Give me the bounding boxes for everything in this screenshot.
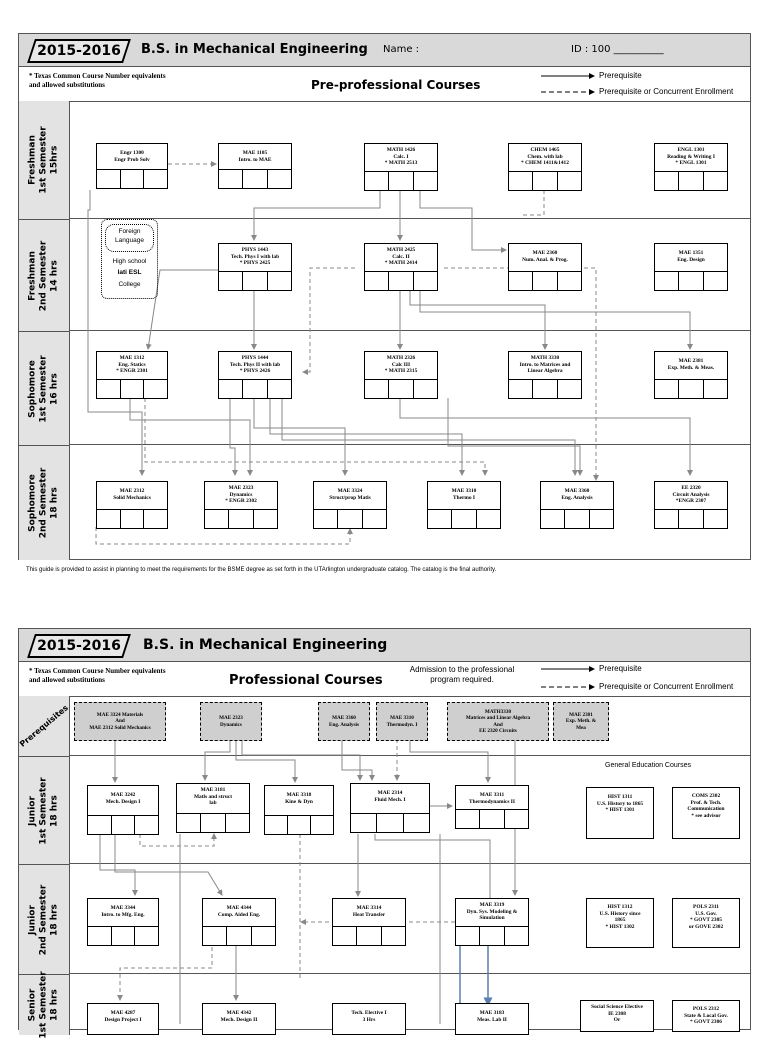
course-title: MATH 2425 Calc. II * MATH 2414 [384, 247, 418, 267]
course-mae-3319[interactable] [455, 898, 529, 946]
course-title: MAE 3344 Intro. to Mfg. Eng. [101, 905, 145, 918]
course-mae-4344[interactable] [202, 898, 276, 946]
name-label: Name : [383, 44, 420, 55]
course-title: EE 2320 Circuit Analysis *ENGR 2307 [672, 485, 710, 505]
id-label: ID : 100 __________ [571, 44, 664, 55]
course-title: MATH 1426 Calc. I * MATH 2513 [384, 147, 418, 167]
course-title: MAE 1312 Eng. Statics * ENGR 2301 [116, 355, 148, 375]
gened-pols-2312[interactable] [672, 1000, 740, 1032]
band-label: Junior 1st Semester 18 hrs [27, 777, 60, 845]
gened-coms-2302[interactable] [672, 787, 740, 839]
section-title: Pre-professional Courses [311, 78, 481, 92]
course-title: Tech. Elective I 3 Hrs [351, 1010, 387, 1023]
fl-line: College [118, 281, 141, 288]
course-mae-3181[interactable] [176, 783, 250, 833]
band-label: Prerequisites [18, 703, 70, 749]
general-education-label: General Education Courses [605, 762, 691, 769]
gened-text: HIST 1311 U.S. History to 1865 * HIST 1301 [596, 794, 644, 814]
course-title: MAE 3360 Eng. Analysis [561, 488, 593, 501]
gened-text: POLS 2312 State & Local Gov. * GOVT 2306 [684, 1006, 728, 1026]
grade-grid [351, 813, 429, 832]
grade-grid [203, 926, 275, 945]
prereq-math-3330-ee-2320: MATH3330 Matrices and Linear Algebra And EE 2320 Circuits [447, 702, 549, 741]
band-label: Freshman 1st Semester 15hrs [27, 126, 60, 194]
prereq-mae-3324-2312: MAE 3324 Materials And MAE 2312 Solid Mechanics [74, 702, 166, 741]
fl-line: Language [115, 237, 144, 244]
course-mae-4342[interactable] [202, 1003, 276, 1035]
grade-grid [88, 815, 158, 834]
prereq-mae-3310: MAE 3310 Thermodyn. I [376, 702, 428, 741]
grade-grid [88, 926, 158, 945]
course-title: MAE 4342 Mech. Design II [220, 1010, 258, 1023]
gened-text: HIST 1312 U.S. History since 1865 * HIST 1302 [599, 904, 641, 930]
course-title: MAE 3314 Heat Transfer [352, 905, 386, 918]
legend-concurrent-text: Prerequisite or Concurrent Enrollment [599, 682, 734, 691]
course-mae-4287[interactable] [87, 1003, 159, 1035]
gened-text: POLS 2311 U.S. Gov. * GOVT 2305 or GOVE 2302 [688, 904, 724, 930]
fl-line: lati ESL [117, 269, 142, 276]
grade-grid [265, 815, 333, 834]
course-title: MAE 3318 Kine & Dyn [285, 792, 313, 805]
course-title: PHYS 1443 Tech. Phys I with lab * PHYS 2425 [230, 247, 280, 267]
course-tech-elective-1[interactable] [332, 1003, 406, 1035]
disclaimer: This guide is provided to assist in planning to meet the requirements for the BSME degree as set forth in the UTArlington undergraduate catalog. The catalog is the final authority. [26, 567, 497, 573]
admission-note: Admission to the professional program required. [409, 665, 515, 684]
tccn-note: * Texas Common Course Number equivalents and allowed substitutions [29, 72, 166, 89]
band-label: Freshman 2nd Semester 14 hrs [27, 240, 60, 312]
gened-text: Social Science Elective IE 2308 Or [591, 1004, 643, 1024]
legend-concurrent-text: Prerequisite or Concurrent Enrollment [599, 87, 734, 96]
grade-grid [456, 926, 528, 945]
course-title: PHYS 1444 Tech. Phys II with lab * PHYS 2426 [229, 355, 281, 375]
course-title: MAE 3319 Dyn. Sys. Modeling & Simulation [466, 902, 518, 922]
course-title: MAE 3310 Thermo I [451, 488, 477, 501]
gened-pols-2311[interactable] [672, 898, 740, 948]
fl-line: Foreign [118, 228, 141, 235]
band-label: Sophomore 2nd Semester 18 hrs [27, 467, 60, 539]
course-title: MAE 3242 Mech. Design I [105, 792, 141, 805]
course-title: CHEM 1465 Chem. with lab * CHEM 1411&1412 [521, 147, 569, 167]
course-title: MAE 1351 Eng. Design [677, 250, 705, 263]
prereq-mae-2381: MAE 2381 Exp. Meth. & Mea [553, 702, 609, 741]
course-title: MAE 4344 Comp. Aided Eng. [217, 905, 261, 918]
course-title: MAE 2323 Dynamics * ENGR 2302 [225, 485, 257, 505]
course-title: MAE 2360 Num. Anal. & Prog. [522, 250, 568, 263]
prereq-mae-3360: MAE 3360 Eng. Analysis [318, 702, 370, 741]
course-mae-3311[interactable] [455, 785, 529, 829]
grade-grid [333, 926, 405, 945]
course-mae-3344[interactable] [87, 898, 159, 946]
gened-text: COMS 2302 Prof. & Tech. Communication * see advisor [687, 793, 725, 819]
course-title: MAE 2381 Exp. Meth. & Meas. [667, 358, 715, 371]
band-label: Sophomore 1st Semester 16 hrs [27, 355, 60, 423]
gened-hist-1312[interactable] [586, 898, 654, 948]
fl-line: High school [112, 258, 147, 265]
legend-prereq-text: Prerequisite [599, 71, 642, 80]
course-title: MAE 4287 Design Project I [104, 1010, 142, 1023]
course-title: MAE 2312 Solid Mechanics [113, 488, 151, 501]
course-title: MAE 1105 Intro. to MAE [238, 150, 272, 163]
section-title: Professional Courses [229, 673, 383, 688]
course-mae-3318[interactable] [264, 785, 334, 835]
course-mae-3314[interactable] [332, 898, 406, 946]
grade-grid [456, 809, 528, 828]
tccn-note: * Texas Common Course Number equivalents and allowed substitutions [29, 667, 166, 684]
band-label: Senior 1st Semester 18 hrs [27, 971, 60, 1039]
prereq-mae-2323: MAE 2323 Dynamics [200, 702, 262, 741]
course-title: MATH 3330 Intro. to Matrices and Linear Algebra [519, 355, 571, 375]
band-label: Junior 2nd Semester 18 hrs [27, 884, 60, 956]
course-mae-3183[interactable] [455, 1003, 529, 1035]
year-text: 2015-2016 [37, 43, 121, 59]
legend-prereq-text: Prerequisite [599, 664, 642, 673]
degree-title: B.S. in Mechanical Engineering [141, 42, 368, 57]
course-title: MAE 3311 Thermodynamics II [469, 792, 515, 805]
course-title: ENGL 1301 Reading & Writing I * ENGL 1301 [667, 147, 715, 167]
course-title: Engr 1300 Engr Prob Solv [114, 150, 150, 163]
gened-social-science[interactable] [580, 1000, 654, 1032]
course-mae-2314[interactable] [350, 783, 430, 833]
course-title: MAE 3183 Meas. Lab II [477, 1010, 507, 1023]
course-title: MATH 2326 Calc III * MATH 2315 [384, 355, 418, 375]
course-title: MAE 2314 Fluid Mech. I [374, 790, 406, 803]
gened-hist-1311[interactable] [586, 787, 654, 839]
grade-grid [177, 813, 249, 832]
course-title: MAE 3324 Struct/prop Matls [329, 488, 371, 501]
degree-title: B.S. in Mechanical Engineering [143, 637, 388, 653]
course-title: MAE 3181 Matls and struct lab [193, 787, 233, 807]
course-mae-3242[interactable] [87, 785, 159, 835]
year-text: 2015-2016 [37, 638, 121, 654]
